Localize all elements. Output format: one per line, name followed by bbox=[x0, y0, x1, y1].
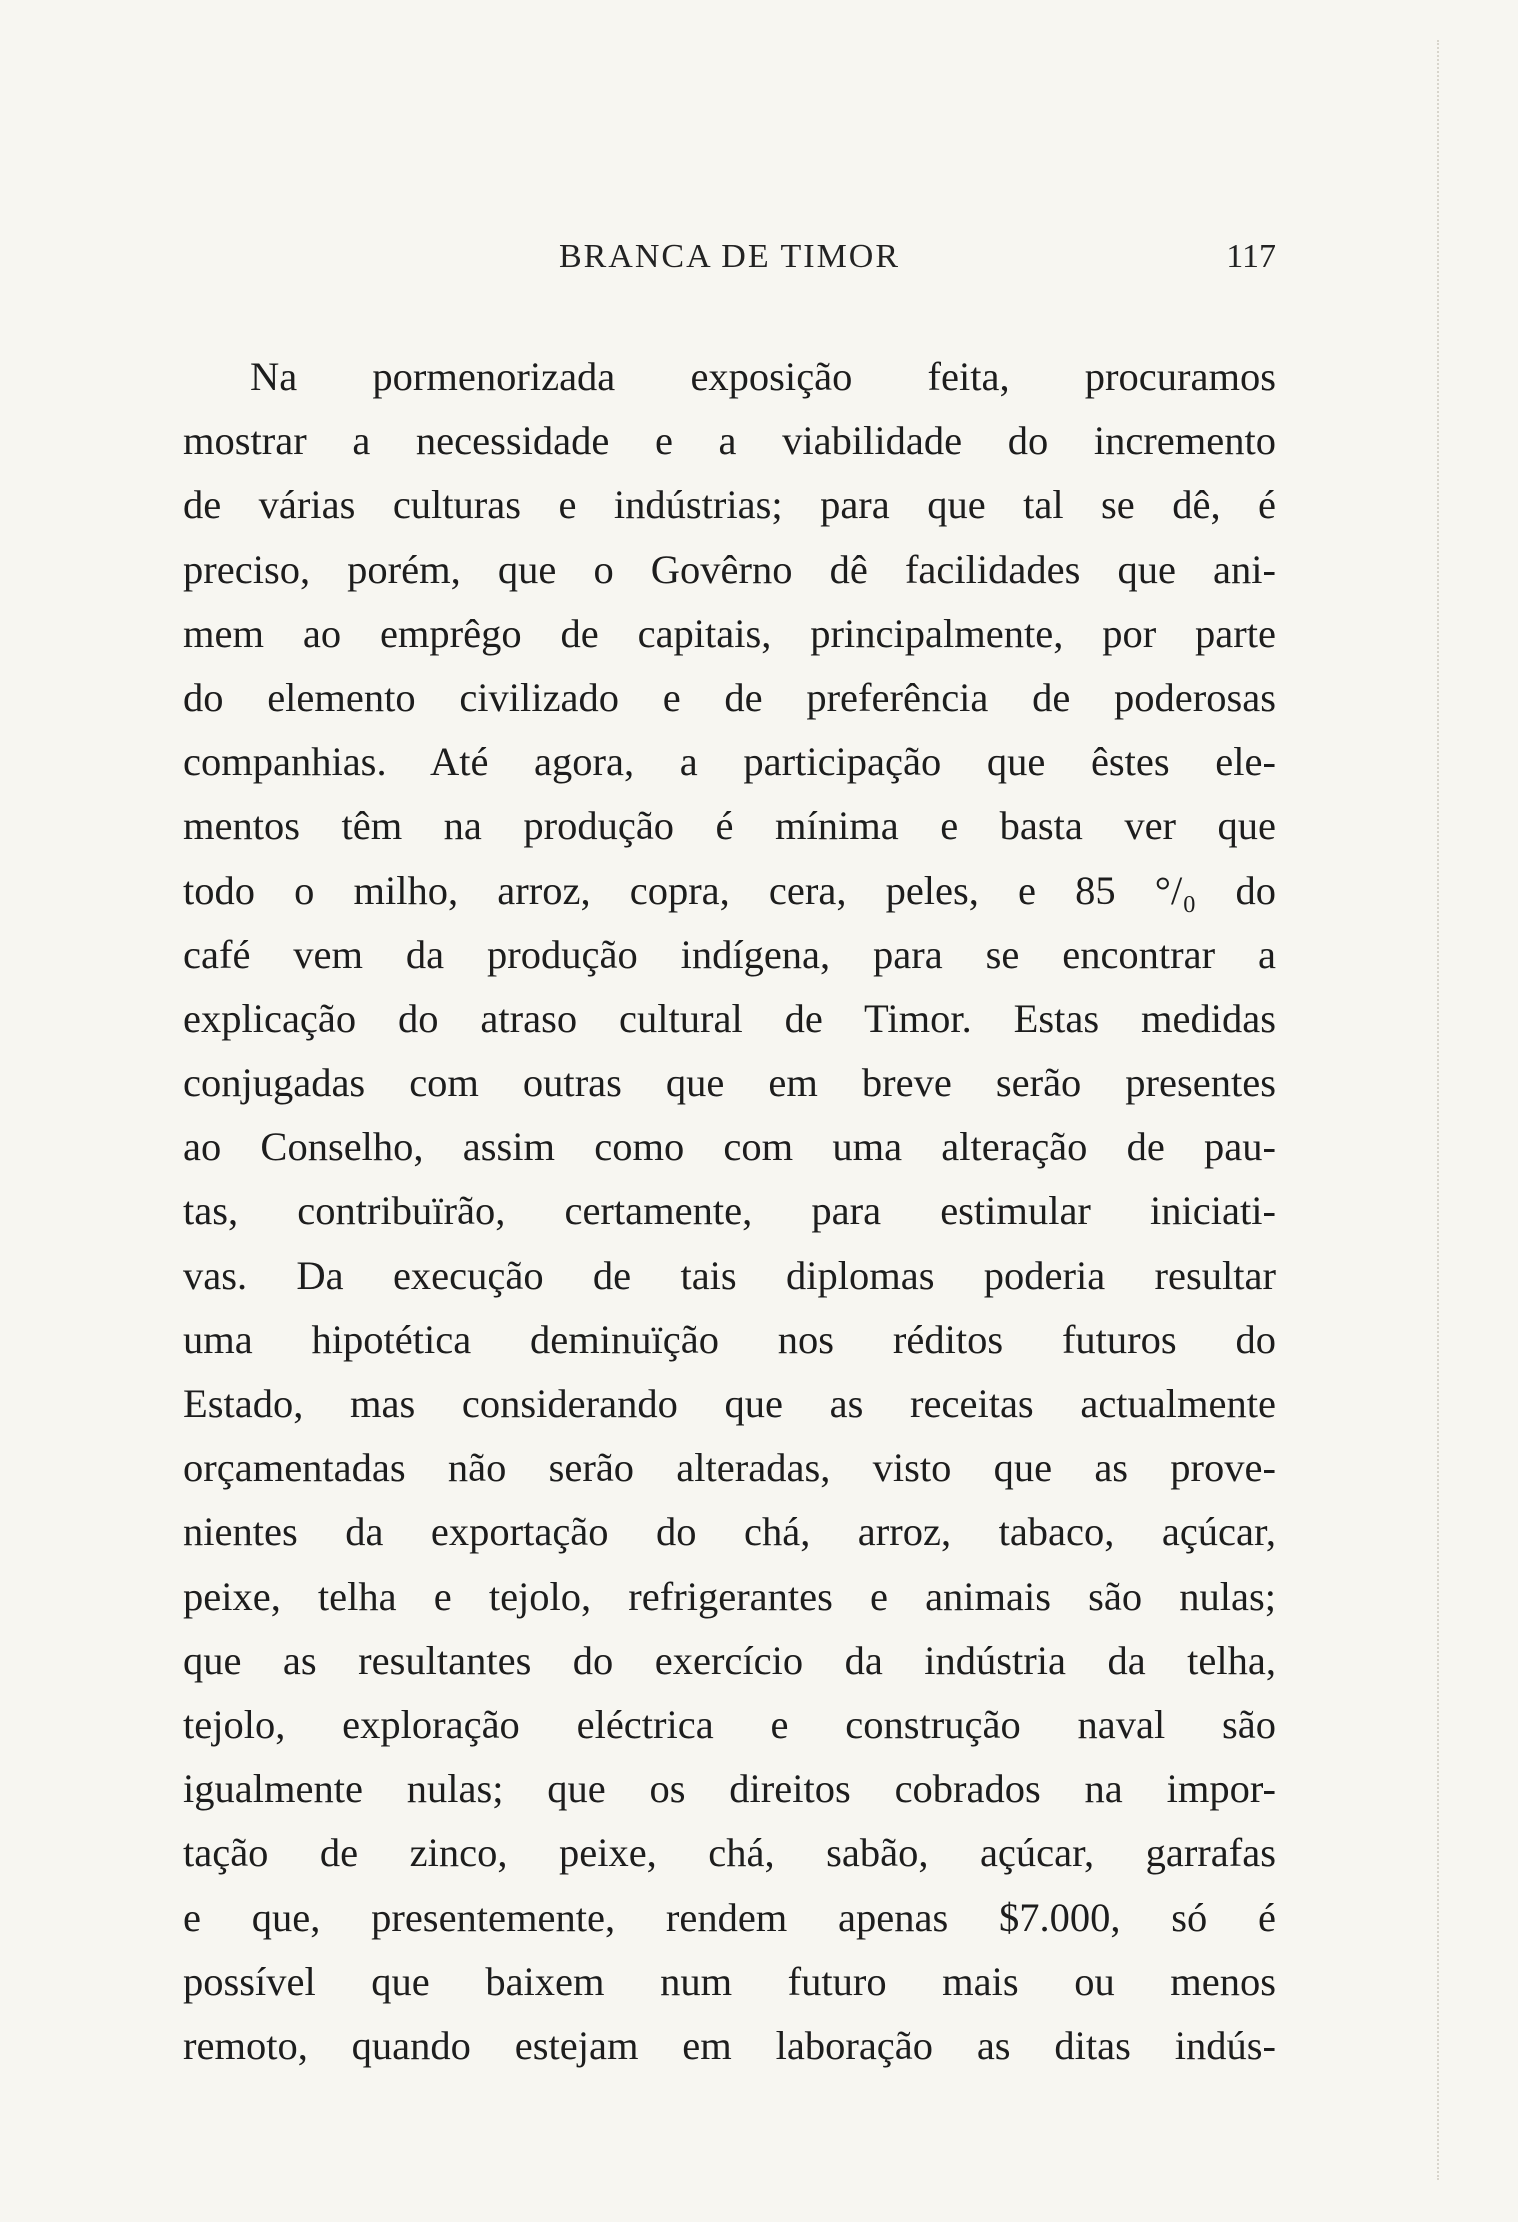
text-line: todo o milho, arroz, copra, cera, peles, e 85 °/₀ do bbox=[183, 867, 1276, 913]
text-line: tas, contribuïrão, certamente, para estimular iniciati- bbox=[183, 1188, 1276, 1234]
text-line: do elemento civilizado e de preferência de poderosas bbox=[183, 674, 1276, 720]
text-line: mem ao emprêgo de capitais, principalmente, por parte bbox=[183, 610, 1276, 656]
margin-scan-artifact bbox=[1437, 40, 1439, 2180]
text-line: que as resultantes do exercício da indústria da telha, bbox=[183, 1637, 1276, 1683]
text-line: tação de zinco, peixe, chá, sabão, açúcar, garrafas bbox=[183, 1830, 1276, 1876]
text-line: café vem da produção indígena, para se encontrar a bbox=[183, 931, 1276, 977]
page-number: 117 bbox=[1226, 238, 1276, 275]
text-line: de várias culturas e indústrias; para que tal se dê, é bbox=[183, 482, 1276, 528]
page-header bbox=[183, 232, 1276, 282]
text-line: explicação do atraso cultural de Timor. Estas medidas bbox=[183, 995, 1276, 1041]
text-line: ao Conselho, assim como com uma alteração de pau- bbox=[183, 1124, 1276, 1170]
text-line: conjugadas com outras que em breve serão presentes bbox=[183, 1060, 1276, 1106]
text-line: remoto, quando estejam em laboração as ditas indús- bbox=[183, 2022, 1276, 2068]
text-line: mostrar a necessidade e a viabilidade do incremento bbox=[183, 418, 1276, 464]
text-line: Na pormenorizada exposição feita, procuramos bbox=[250, 354, 1276, 399]
text-line: possível que baixem num futuro mais ou menos bbox=[183, 1958, 1276, 2004]
text-line: orçamentadas não serão alteradas, visto que as prove- bbox=[183, 1445, 1276, 1491]
text-line: nientes da exportação do chá, arroz, tabaco, açúcar, bbox=[183, 1509, 1276, 1555]
text-line: Estado, mas considerando que as receitas actualmente bbox=[183, 1381, 1276, 1426]
text-line: preciso, porém, que o Govêrno dê facilidades que ani- bbox=[183, 546, 1276, 592]
text-line: tejolo, exploração eléctrica e construção naval são bbox=[183, 1701, 1276, 1747]
text-line: e que, presentemente, rendem apenas $7.000, só é bbox=[183, 1894, 1276, 1940]
running-title: BRANCA DE TIMOR bbox=[558, 238, 901, 275]
text-line: uma hipotética deminuïção nos réditos futuros do bbox=[183, 1316, 1276, 1362]
body-text bbox=[183, 345, 1276, 2078]
text-line: companhias. Até agora, a participação que êstes ele- bbox=[183, 739, 1276, 785]
text-line: mentos têm na produção é mínima e basta ver que bbox=[183, 803, 1276, 849]
text-line: igualmente nulas; que os direitos cobrados na impor- bbox=[183, 1766, 1276, 1812]
text-line: vas. Da execução de tais diplomas poderia resultar bbox=[183, 1252, 1276, 1298]
text-line: peixe, telha e tejolo, refrigerantes e animais são nulas; bbox=[183, 1573, 1276, 1619]
